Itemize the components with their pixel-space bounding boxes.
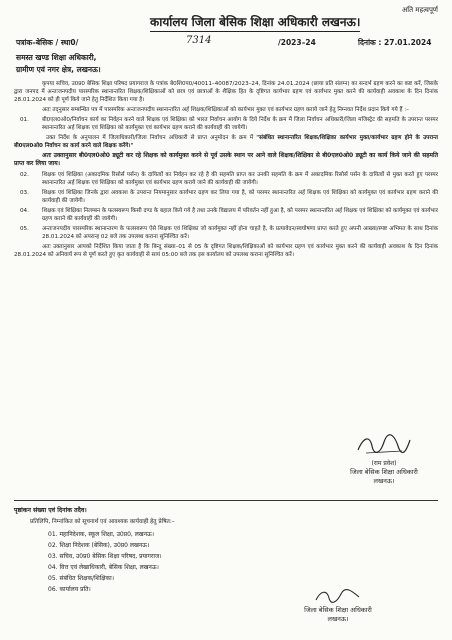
point-text: शिक्षक एवं शिक्षिका निलम्बन के फलस्वरूप किसी दण्ड के बहाल किये गये है तथा उनके विद्यालय में परिवर्तन नहीं हुआ है, को परस्पर स्थानान्तरित अर्ह शिक्षक एवं शिक्षिका को कार्यमुक्त एवं कार्यभार ग्रहण कराने की कार्यवाही की जायेगी।: [42, 207, 438, 222]
ref-number: 7314: [186, 35, 212, 46]
list-item: 03. सचिव, उ0प्र0 बेसिक शिक्षा परिषद, प्रयागराज।: [48, 553, 162, 560]
signature-block-2: [268, 588, 408, 623]
urgency-note: अति महत्वपूर्ण: [401, 6, 438, 14]
point-4: [14, 207, 438, 223]
signatory-designation: जिला बेसिक शिक्षा अधिकारी: [304, 606, 372, 614]
letter-body: [14, 80, 438, 261]
list-item: 06. कार्यालय प्रति।: [48, 586, 91, 593]
list-item: 05. संबंधित शिक्षक/शिक्षिका।: [48, 575, 114, 582]
closing-paragraph: अतः उक्तानुसार आपको निर्देशित किया जाता है कि बिन्दु संख्या–01 से 05 के दृष्टिगत शिक्षक/शिक्षिकाओं को कार्यभार ग्रहण एवं कार्यभार मुक्त करने की कार्यवाही अवकाश के दिन दिनांक 28.01.2024 को अनिवार्य रूप से पूर्ण करते हुए कृत कार्यवाही से सायं 05:00 बजे तक इस कार्यालय को उपलब्ध कराना सुनिश्चित करें।: [14, 243, 438, 258]
blo-duty-paragraph: अतः उक्तानुसार बी0एल0ओ0 ड्यूटी कर रहे शिक्षक को कार्यमुक्त करने से पूर्व उसके स्थान पर आने वाले शिक्षक/शिक्षिका से बी0एल0ओ0 ड्यूटी का कार्य किये जाने की सहमति प्राप्त कर लिया जाय।: [14, 152, 438, 168]
signatory-place: लखनऊ।: [327, 615, 349, 623]
compliance-paragraph: [14, 134, 438, 150]
intro-paragraph: कृपया सचिव, उ0प्र0 बेसिक शिक्षा परिषद प्रयागराज के पत्रांक बे0शि0प0/40011–40087/2023–24, दिनांक 24.01.2024 (छाया प्रति संलग्न) का सन्दर्भ ग्रहण करने का कष्ट करें, जिसके द्वारा जनपद में अन्तःजनपदीय पारस्परिक स्थानान्तरित शिक्षक/शिक्षिकाओं को छात्र एवं छात्राओं के शैक्षिक हित के दृष्टिगत कार्यभार ग्रहण एवं कार्यभार मुक्त करने की कार्यवाही अवकाश के दिन दिनांक 28.01.2024 को ही पूर्ण किये जाने हेतु निर्देशित किया गया है।: [14, 81, 438, 103]
signatory-place: लखनऊ।: [373, 477, 395, 485]
signatory-designation: जिला बेसिक शिक्षा अधिकारी: [350, 468, 418, 476]
compliance-quote: "संबंधित स्थानान्तरित शिक्षक/शिक्षिका कार्यभार मुक्त/कार्यभार ग्रहण होने के उपरान्त बी0एल0ओ0 निर्वाचन का कार्य करने वाले शिक्षक करेंगे।": [14, 135, 438, 149]
copy-recipients-list: [48, 529, 162, 595]
point-number: 03.: [20, 189, 29, 196]
ref-label: पत्रांक–बेसिक / स्था0/: [16, 38, 79, 47]
signature-image: [354, 432, 414, 458]
list-item: 02. शिक्षा निदेशक (बेसिक), उ0प्र0 लखनऊ।: [48, 542, 150, 549]
list-item: 01. महानिदेशक, स्कूल शिक्षा, उ0प्र0, लखनऊ।: [48, 531, 155, 538]
point-number: 04.: [20, 207, 29, 214]
point-text: शिक्षक एवं शिक्षिका जिनके द्वारा अवकाश के उपरान्त नियमानुसार कार्यभार ग्रहण कर लिया गया है, को परस्पर स्थानान्तरित अर्ह शिक्षक एवं शिक्षिका को कार्यमुक्त एवं कार्यभार ग्रहण कराने की कार्यवाही की जायेगी।: [42, 189, 438, 204]
point-5: [14, 225, 438, 241]
point-text: बी0एल0ओ0/निर्वाचन कार्य का निर्वहन करने वाले शिक्षक एवं शिक्षिका को भारत निर्वाचन आयोग के दिये निर्देश के क्रम में जिला निर्वाचन अधिकारी/जिला मजिस्ट्रेट की सहमति के उपरान्त परस्पर स्थानान्तरित अर्ह शिक्षक एवं शिक्षिका को कार्यमुक्त एवं कार्यभार ग्रहण कराने की कार्यवाही की जायेगी।: [42, 117, 438, 131]
compliance-text: उक्त निर्देश के अनुपालन में जिलाधिकारी/जिला निर्वाचन अधिकारी से प्राप्त अनुमोदन के क्रम में: [46, 135, 254, 141]
point-1: [14, 116, 438, 132]
signatory-name: (राम प्रवेश): [371, 460, 397, 467]
point-2: [14, 171, 438, 187]
point-3: [14, 189, 438, 205]
addressee-line2: ग्रामीण एवं नगर क्षेत्र, लखनऊ।: [16, 65, 101, 74]
endorsement-title: पृष्ठांकन संख्या एवं दिनांक तदैव।: [14, 507, 87, 514]
signature-block-1: [330, 432, 438, 485]
addressee-line1: समस्त खण्ड शिक्षा अधिकारी,: [16, 53, 97, 62]
point-text: अन्तःजनपदीय पारस्परिक स्थानान्तरण के फलस्वरूप ऐसे शिक्षक एवं शिक्षिका जो कार्यमुक्त नहीं होना चाहते है, के प्रत्यावेदन/स्वघोषणा प्राप्त करते हुए अपनी आख्या/स्पष्ट अभिमत के साथ दिनांक 28.01.2024 को अपरान्ह 02 बजे तक उपलब्ध कराना सुनिश्चित करें।: [42, 225, 438, 240]
point-text: शिक्षक एवं शिक्षिका (अकादमिक रिसोर्स पर्सन) के दायित्वों का निर्वहन कर रहे है की सहमति प्राप्त कर उनकी सहमति के क्रम में अकादमिक रिसोर्स पर्सन के दायित्वों से मुक्त करते हुए परस्पर स्थानान्तरित अर्ह शिक्षक एवं शिक्षिका को कार्यमुक्त एवं कार्यभार ग्रहण कराये जाने की कार्यवाही की जायेगी।: [42, 171, 438, 186]
list-item: 04. वित्त एवं लेखाधिकारी, बेसिक शिक्षा, लखनऊ।: [48, 564, 159, 571]
point-number: 05.: [20, 225, 29, 232]
separator-line: [14, 500, 438, 501]
letter-date: दिनांक : 27.01.2024: [358, 38, 432, 47]
signature-image: [313, 588, 363, 604]
copy-intro: प्रतिलिपि, निम्नांकित को सूचनार्थ एवं आवश्यक कार्यवाही हेतु प्रेषित:–: [30, 519, 175, 525]
point-number: 02.: [20, 171, 29, 178]
point-number: 01.: [20, 117, 29, 123]
ref-year: /2023–24: [278, 38, 316, 47]
directions-paragraph: अतः तद्नुसार सम्बन्धित पत्र में पारस्परिक अन्तःजनपदीय स्थानान्तरित अर्ह शिक्षक/शिक्षिकाओं को कार्यभार मुक्त एवं कार्यभार ग्रहण कराये जाने हेतु निम्नवत निर्देश प्रदान किये गये हैं :–: [42, 107, 409, 113]
office-title: कार्यालय जिला बेसिक शिक्षा अधिकारी लखनऊ।: [150, 13, 360, 32]
